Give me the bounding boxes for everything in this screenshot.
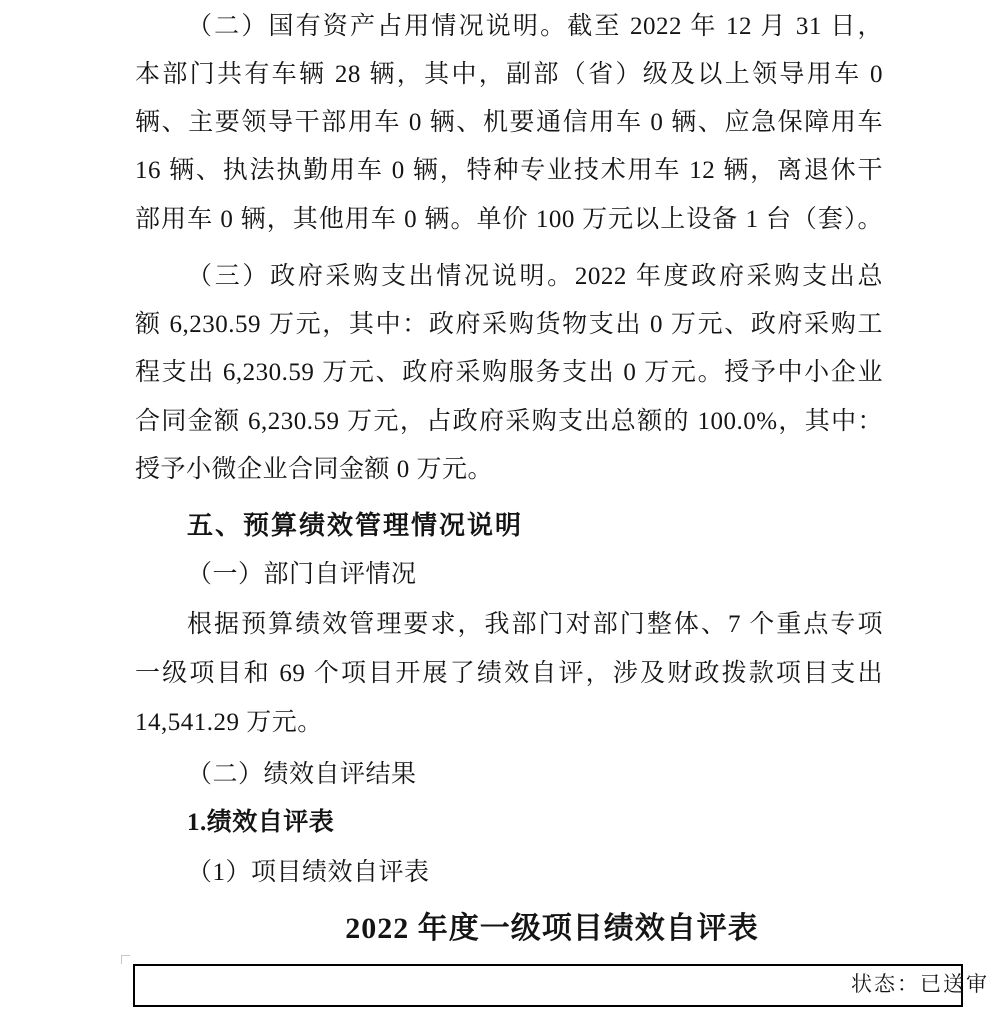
subsection-heading-self-eval: （一）部门自评情况 xyxy=(187,561,417,588)
table-handle-mark xyxy=(121,955,130,964)
para-procurement-line-3: 程支出 6,230.59 万元、政府采购服务支出 0 万元。授予中小企业 xyxy=(135,359,883,386)
status-table-frame xyxy=(133,964,963,1007)
status-text: 状态：已送审 xyxy=(851,972,989,996)
para-assets-line-1: （二）国有资产占用情况说明。截至 2022 年 12 月 31 日， xyxy=(187,13,883,40)
para-selfeval-line-3: 14,541.29 万元。 xyxy=(135,709,323,736)
para-procurement-line-1: （三）政府采购支出情况说明。2022 年度政府采购支出总 xyxy=(187,263,883,290)
subsection-heading-results: （二）绩效自评结果 xyxy=(187,761,417,788)
para-procurement-line-5: 授予小微企业合同金额 0 万元。 xyxy=(135,456,494,483)
item-heading-project-table: （1）项目绩效自评表 xyxy=(187,859,430,886)
numbered-heading-selfeval-table: 1.绩效自评表 xyxy=(187,809,335,836)
table-title: 2022 年度一级项目绩效自评表 xyxy=(345,912,759,945)
para-procurement-line-2: 额 6,230.59 万元，其中：政府采购货物支出 0 万元、政府采购工 xyxy=(135,311,883,338)
para-procurement-line-4: 合同金额 6,230.59 万元，占政府采购支出总额的 100.0%，其中： xyxy=(135,408,883,435)
para-selfeval-line-2: 一级项目和 69 个项目开展了绩效自评，涉及财政拨款项目支出 xyxy=(135,660,883,687)
para-assets-line-2: 本部门共有车辆 28 辆，其中，副部（省）级及以上领导用车 0 xyxy=(135,61,883,88)
section-heading-performance: 五、预算绩效管理情况说明 xyxy=(187,510,524,540)
para-assets-line-5: 部用车 0 辆，其他用车 0 辆。单价 100 万元以上设备 1 台（套）。 xyxy=(135,206,883,233)
para-selfeval-line-1: 根据预算绩效管理要求，我部门对部门整体、7 个重点专项 xyxy=(187,611,883,638)
para-assets-line-4: 16 辆、执法执勤用车 0 辆，特种专业技术用车 12 辆，离退休干 xyxy=(135,157,883,184)
para-assets-line-3: 辆、主要领导干部用车 0 辆、机要通信用车 0 辆、应急保障用车 xyxy=(135,109,883,136)
